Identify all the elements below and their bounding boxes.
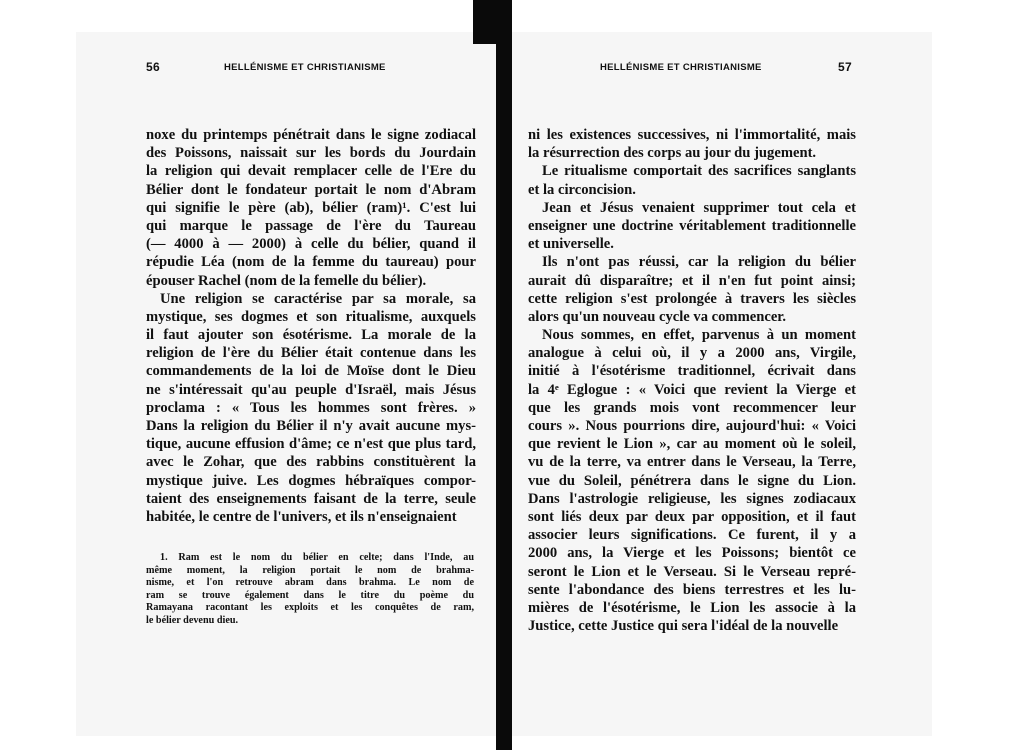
left-page-body xyxy=(146,126,476,526)
text-line: mières de l'ésotérisme, le Lion les associe à la xyxy=(528,599,856,616)
text-line: noxe du printemps pénétrait dans le signe zodiacal xyxy=(146,127,476,143)
text-line: analogue à celui où, il y a 2000 ans, Virgile, xyxy=(528,345,856,362)
text-line: alors qu'un nouveau cycle va commencer. xyxy=(528,308,787,325)
text-line: ne s'intéressait qu'au peuple d'Israël, mais Jésus xyxy=(146,381,476,398)
text-line: répudie Léa (nom de la femme du taureau) pour xyxy=(146,254,476,271)
text-line: la religion qui devait remplacer celle de l'Ere du xyxy=(146,163,476,180)
text-line: religion de l'ère du Bélier était contenue dans les xyxy=(146,345,476,362)
text-line: mystique, ses dogmes et son ritualisme, auxquels xyxy=(146,308,476,325)
text-line: 1. Ram est le nom du bélier en celte; dans l'Inde, au xyxy=(160,552,474,563)
text-line: Dans l'astrologie religieuse, les signes zodiacaux xyxy=(528,490,856,507)
book-spine-gutter xyxy=(496,0,512,750)
text-line: sente l'abondance des biens terrestres et les lu- xyxy=(528,581,856,598)
text-line: la 4ᵉ Eglogue : « Voici que revient la Vierge et xyxy=(528,381,856,398)
text-line: il faut ajouter son ésotérisme. La morale de la xyxy=(146,327,476,344)
text-line: Ramayana racontant les exploits et les conquêtes de ram, xyxy=(146,602,474,614)
text-line: le bélier devenu dieu. xyxy=(146,614,239,626)
right-page-body xyxy=(528,126,856,635)
text-line: associer leurs significations. Ce furent, il y a xyxy=(528,527,856,544)
text-line: aurait dû disparaître; et il n'en fut point ainsi; xyxy=(528,272,856,289)
text-line: ni les existences successives, ni l'immortalité, mais xyxy=(528,127,856,143)
text-line: mystique juive. Les dogmes hébraïques compor- xyxy=(146,472,476,489)
text-line: épouser Rachel (nom de la femelle du bélier). xyxy=(146,272,427,289)
text-line: des Poissons, naissait sur les bords du Jourdain xyxy=(146,145,476,162)
text-line: cette religion s'est prolongée à travers les siècles xyxy=(528,290,856,307)
text-line: et la circoncision. xyxy=(528,181,636,198)
text-line: ram se trouve également dans le titre du poème du xyxy=(146,589,474,601)
text-line: 2000 ans, la Vierge et les Poissons; bientôt ce xyxy=(528,545,856,562)
text-line: que les grands mois vont recommencer leur xyxy=(528,399,856,416)
text-line: seront le Lion et le Verseau. Si le Verseau repré- xyxy=(528,563,856,580)
text-line: Une religion se caractérise par sa morale, sa xyxy=(160,290,476,307)
text-line: Le ritualisme comportait des sacrifices sanglants xyxy=(542,163,856,180)
text-line: habitée, le centre de l'univers, et ils n'enseignaient xyxy=(146,508,457,525)
text-line: enseigner une doctrine véritablement traditionnelle xyxy=(528,217,856,234)
text-line: (— 4000 à — 2000) à celle du bélier, quand il xyxy=(146,236,476,253)
text-line: qui marque le passage de l'ère du Taureau xyxy=(146,217,476,234)
text-line: Ils n'ont pas réussi, car la religion du bélier xyxy=(542,254,856,271)
text-line: proclama : « Tous les hommes sont frères. » xyxy=(146,399,476,416)
text-line: Jean et Jésus venaient supprimer tout cela et xyxy=(542,199,856,216)
footnote xyxy=(146,552,474,628)
text-line: Justice, cette Justice qui sera l'idéal de la nouvelle xyxy=(528,618,839,635)
text-line: taient des enseignements faisant de la terre, seule xyxy=(146,490,476,507)
running-head-left: HELLÉNISME ET CHRISTIANISME xyxy=(224,62,386,73)
text-line: cours ». Nous pourrions dire, aujourd'hui: « Voici xyxy=(528,418,856,434)
text-line: vu de la terre, va entrer dans le Verseau, la Terre, xyxy=(528,454,856,471)
text-line: et universelle. xyxy=(528,236,614,253)
right-header xyxy=(600,60,856,74)
text-line: Nous sommes, en effet, parvenus à un moment xyxy=(542,327,856,344)
text-line: avec le Zohar, que des rabbins constituèrent la xyxy=(146,454,476,471)
text-line: qui signifie le père (ab), bélier (ram)¹. C'est lui xyxy=(146,199,476,216)
text-line: que revient le Lion », car au moment où le soleil, xyxy=(528,436,856,453)
text-line: tique, aucune effusion d'âme; ce n'est que plus tard, xyxy=(146,436,476,453)
text-line: commandements de la loi de Moïse dont le Dieu xyxy=(146,363,476,380)
text-line: nisme, et l'on retrouve abram dans brahma. Le nom de xyxy=(146,577,474,589)
text-line: Dans la religion du Bélier il n'y avait aucune mys- xyxy=(146,418,476,434)
text-line: la résurrection des corps au jour du jugement. xyxy=(528,145,817,162)
left-header xyxy=(146,60,476,74)
text-line: Bélier dont le fondateur portait le nom d'Abram xyxy=(146,181,476,198)
text-line: même moment, la religion portait le nom de brahma- xyxy=(146,564,474,576)
page-number-left: 56 xyxy=(146,60,160,74)
text-line: initié à l'ésotérisme traditionnel, écrivait dans xyxy=(528,363,856,380)
running-head-right: HELLÉNISME ET CHRISTIANISME xyxy=(600,62,762,73)
text-line: vue du Soleil, pénétrera dans le signe du Lion. xyxy=(528,472,856,489)
page-number-right: 57 xyxy=(838,60,852,74)
text-line: sont liés deux par deux par opposition, et il faut xyxy=(528,508,856,525)
